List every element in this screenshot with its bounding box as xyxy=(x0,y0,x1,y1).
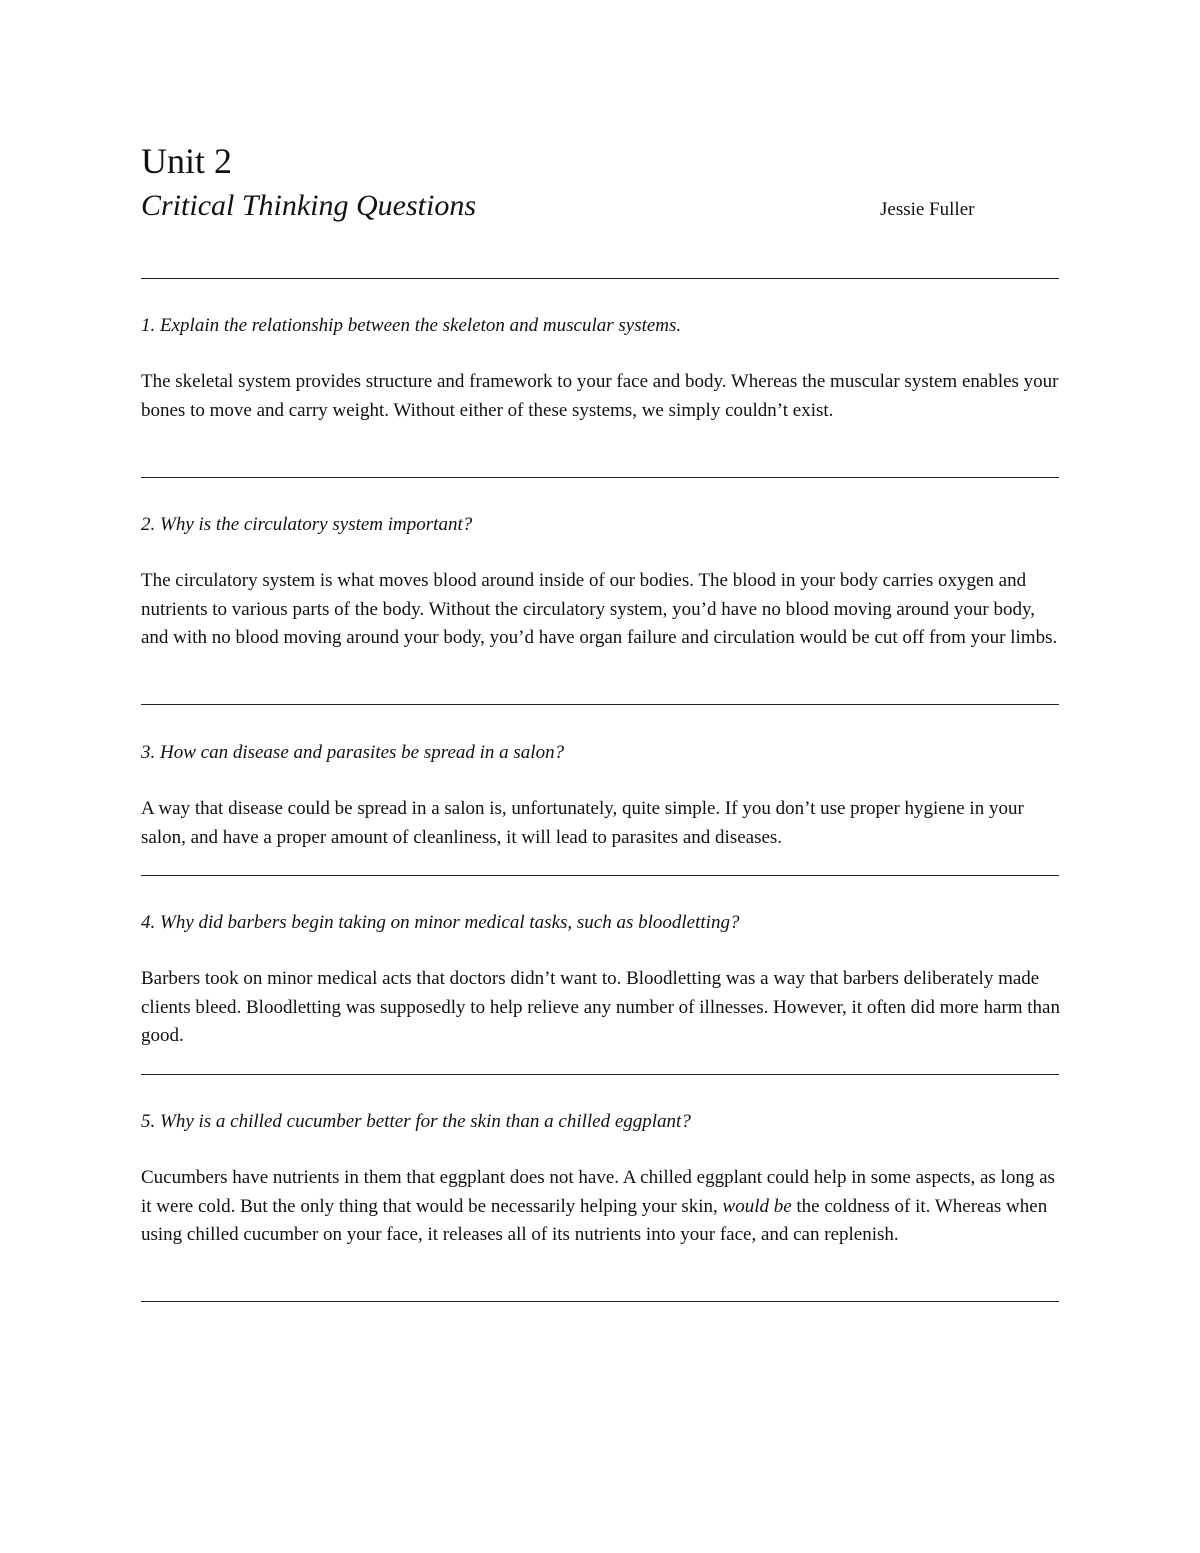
answer-5 xyxy=(141,1164,1061,1250)
question-2: 2. Why is the circulatory system important? xyxy=(141,514,473,535)
answer-5-text-start: Cucumbers have nutrients in them that eggplant does not have. A chilled eggplant could help in some aspects, as long as it were cold. But the only thing that would be necessarily helping your skin, xyxy=(141,1167,1055,1217)
answer-3: A way that disease could be spread in a salon is, unfortunately, quite simple. If you don’t use proper hygiene in your salon, and have a proper amount of cleanliness, it will lead to parasites and diseases. xyxy=(141,798,1024,848)
answer-4: Barbers took on minor medical acts that doctors didn’t want to. Bloodletting was a way that barbers deliberately made clients bleed. Bloodletting was supposedly to help relieve any number of illnesses. However, it often did more harm than good. xyxy=(141,968,1060,1046)
answer-1: The skeletal system provides structure and framework to your face and body. Whereas the muscular system enables your bones to move and carry weight. Without either of these systems, we simply couldn’t exist. xyxy=(141,371,1059,421)
author-name: Jessie Fuller xyxy=(880,199,975,220)
question-4: 4. Why did barbers begin taking on minor medical tasks, such as bloodletting? xyxy=(141,912,740,933)
divider xyxy=(141,1301,1059,1302)
question-5: 5. Why is a chilled cucumber better for the skin than a chilled eggplant? xyxy=(141,1111,691,1132)
answer-5-text-end: the coldness of it. Whereas when using chilled cucumber on your face, it releases all of its nutrients into your face, and can replenish. xyxy=(141,1195,1048,1245)
answer-5-emphasis: would be xyxy=(722,1195,792,1217)
question-1: 1. Explain the relationship between the skeleton and muscular systems. xyxy=(141,315,682,336)
divider xyxy=(141,704,1059,705)
document-title: Unit 2 xyxy=(141,141,233,181)
divider xyxy=(141,477,1059,478)
document-subtitle: Critical Thinking Questions xyxy=(141,189,477,222)
question-3: 3. How can disease and parasites be spread in a salon? xyxy=(141,742,565,763)
answer-2: The circulatory system is what moves blood around inside of our bodies. The blood in your body carries oxygen and nutrients to various parts of the body. Without the circulatory system, you’d have no blood moving around your body, and with no blood moving around your body, you’d have organ failure and circulation would be cut off from your limbs. xyxy=(141,570,1058,648)
divider xyxy=(141,278,1059,279)
divider xyxy=(141,875,1059,876)
divider xyxy=(141,1074,1059,1075)
